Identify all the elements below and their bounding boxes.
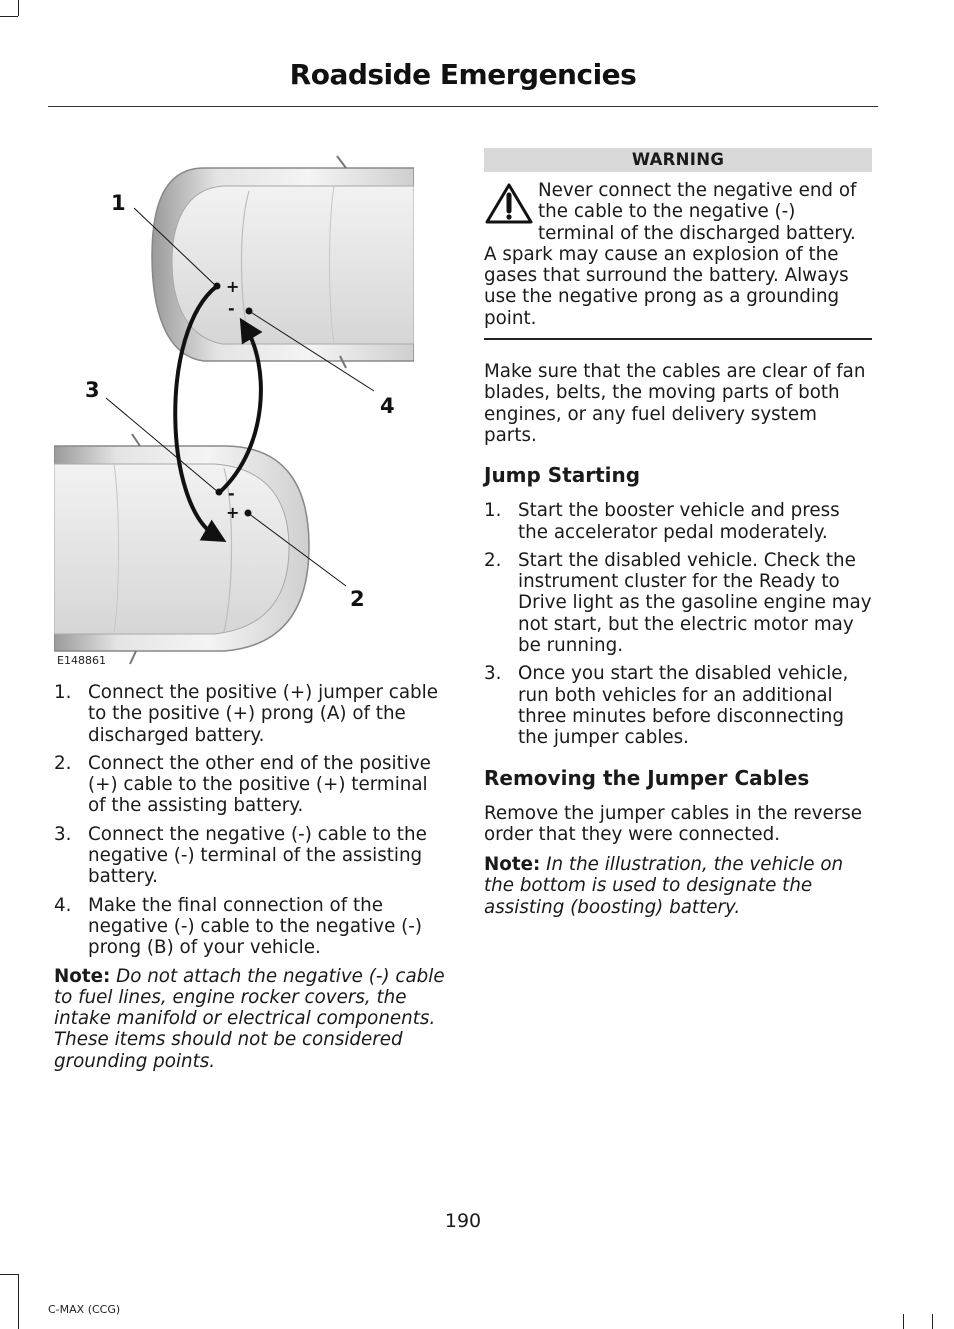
intro-paragraph: Make sure that the cables are clear of fan blades, belts, the moving parts of both engines, or any fuel delivery system parts.: [484, 361, 866, 446]
step-number: 3.: [54, 823, 72, 845]
step-number: 1.: [54, 682, 72, 703]
crop-mark: [18, 1274, 19, 1329]
crop-mark: [932, 1314, 933, 1329]
illustration-note: [484, 854, 872, 918]
list-item: [484, 500, 872, 543]
terminal-minus-top: -: [228, 299, 235, 318]
list-item: [54, 824, 446, 888]
note-text: In the illustration, the vehicle on the bottom is used to designate the assisting (boosting) battery.: [484, 854, 844, 918]
footer-code: C-MAX (CCG): [48, 1303, 121, 1316]
jump-start-illustration: [54, 146, 414, 672]
step-text: Start the booster vehicle and press the accelerator pedal moderately.: [518, 500, 840, 543]
crop-mark: [903, 1314, 904, 1329]
crop-mark: [0, 1274, 18, 1275]
jump-starting-heading: Jump Starting: [484, 463, 641, 488]
callout-2: 2: [350, 587, 365, 611]
step-text: Once you start the disabled vehicle, run both vehicles for an additional three minutes before disconnecting the jumper cables.: [518, 663, 849, 749]
note-label: Note:: [484, 854, 541, 876]
removing-cables-heading: Removing the Jumper Cables: [484, 765, 810, 790]
callout-1: 1: [111, 191, 126, 215]
jump-starting-steps: [484, 500, 872, 748]
step-number: 1.: [484, 500, 502, 522]
warning-triangle-icon: [484, 182, 534, 226]
figure-code: E148861: [57, 654, 106, 667]
list-item: [484, 550, 872, 656]
list-item: [54, 895, 446, 959]
step-text: Make the final connection of the negative (-) cable to the negative (-) prong (B) of your vehicle.: [88, 894, 423, 959]
terminal-dot: [246, 308, 253, 315]
warning-box: [484, 180, 872, 329]
terminal-minus-bottom: -: [228, 484, 235, 503]
step-text: Connect the negative (-) cable to the negative (-) terminal of the assisting battery.: [88, 823, 427, 888]
crop-mark: [18, 0, 19, 16]
step-text: Connect the other end of the positive (+) cable to the positive (+) terminal of the assisting battery.: [88, 752, 431, 817]
step-text: Start the disabled vehicle. Check the instrument cluster for the Ready to Drive light as the gasoline engine may not start, but the electric motor may be running.: [518, 549, 872, 657]
terminal-plus-top: +: [226, 277, 240, 296]
right-column: [484, 148, 872, 918]
connection-steps: [54, 682, 446, 959]
step-number: 3.: [484, 663, 502, 685]
terminal-dot: [216, 489, 223, 496]
crop-mark: [0, 16, 18, 17]
warning-divider: [484, 338, 872, 340]
page-title: Roadside Emergencies: [289, 58, 637, 91]
warning-text: Never connect the negative end of the cable to the negative (-) terminal of the discharged battery. A spark may cause an explosion of the gases that surround the battery. Always use the negative prong as a grounding point.: [484, 180, 857, 329]
callout-4: 4: [380, 394, 395, 418]
list-item: [54, 682, 446, 746]
grounding-note: [54, 966, 446, 1072]
step-number: 2.: [54, 752, 72, 774]
step-number: 2.: [484, 549, 502, 571]
note-label: Note:: [54, 965, 111, 987]
title-divider: [48, 106, 878, 107]
callout-3: 3: [85, 378, 100, 402]
page-number: 190: [444, 1210, 482, 1232]
note-text: Do not attach the negative (-) cable to fuel lines, engine rocker covers, the intake manifold or electrical components. These items should not be considered grounding points.: [54, 965, 445, 1072]
list-item: [484, 663, 872, 748]
step-number: 4.: [54, 894, 72, 916]
terminal-plus-bottom: +: [226, 503, 240, 522]
removing-paragraph: Remove the jumper cables in the reverse order that they were connected.: [484, 802, 862, 845]
terminal-dot: [214, 283, 221, 290]
list-item: [54, 753, 446, 817]
terminal-dot: [245, 510, 252, 517]
left-column: [54, 682, 446, 1072]
warning-heading: WARNING: [484, 148, 872, 172]
step-text: Connect the positive (+) jumper cable to the positive (+) prong (A) of the discharged battery.: [88, 682, 438, 746]
